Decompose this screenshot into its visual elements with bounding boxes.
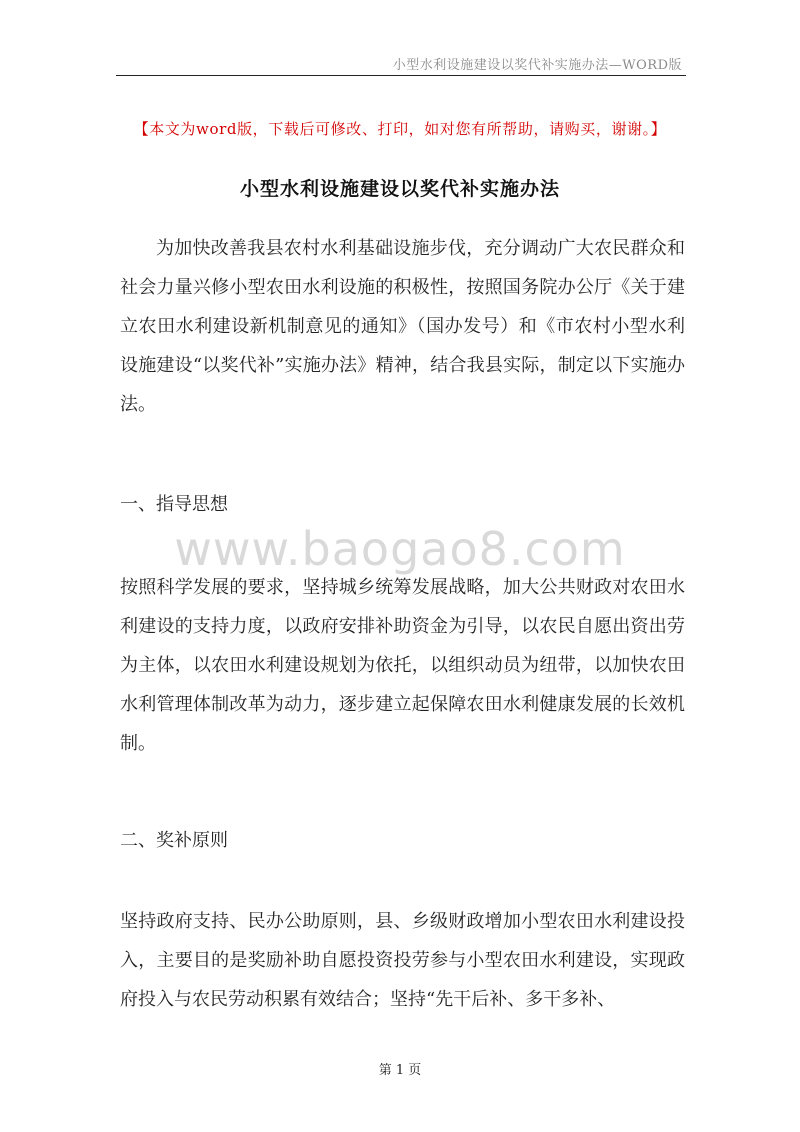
running-header: 小型水利设施建设以奖代补实施办法—WORD版 xyxy=(392,58,682,73)
document-title: 小型水利设施建设以奖代补实施办法 xyxy=(239,178,560,200)
watermark-text: www.baogao8.com xyxy=(174,522,626,576)
download-notice: 【本文为word版，下载后可修改、打印，如对您有所帮助，请购买，谢谢。】 xyxy=(133,120,667,138)
section-body-2: 坚持政府支持、民办公助原则，县、乡级财政增加小型农田水利建设投入，主要目的是奖励补助自愿投资投劳参与小型农田水利建设，实现政府投入与农民劳动积累有效结合；坚持“先干后补、多干多补、 xyxy=(120,911,685,1010)
section-body-1: 按照科学发展的要求，坚持城乡统筹发展战略，加大公共财政对农田水利建设的支持力度，以政府安排补助资金为引导，以农民自愿出资出劳为主体，以农田水利建设规划为依托，以组织动员为纽带，以加快农田水利管理体制改革为动力，逐步建立起保障农田水利健康发展的长效机制。 xyxy=(120,577,685,754)
section-heading-1: 一、指导思想 xyxy=(120,494,228,515)
intro-paragraph: 为加快改善我县农村水利基础设施步伐，充分调动广大农民群众和社会力量兴修小型农田水利设施的积极性，按照国务院办公厅《关于建立农田水利建设新机制意见的通知》（国办发号）和《市农村小型水利设施建设“以奖代补”实施办法》精神，结合我县实际，制定以下实施办法。 xyxy=(120,238,685,415)
header-divider xyxy=(116,75,686,76)
section-heading-2: 二、奖补原则 xyxy=(120,830,228,851)
page-number: 第 1 页 xyxy=(378,1063,422,1078)
